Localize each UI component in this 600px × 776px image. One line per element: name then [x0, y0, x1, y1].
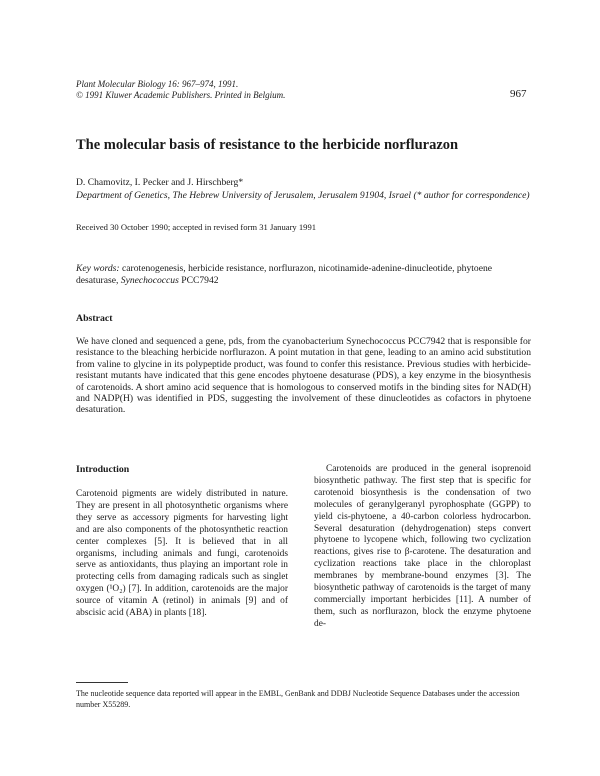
introduction-right-column: Carotenoids are produced in the general isoprenoid biosynthetic pathway. The first step that is specific for carotenoid biosynthesis is the condensation of two molecules of geranylgeranyl pyrophosphate (GGPP) to yield cis-phytoene, a 40-carbon colorless hydrocarbon. Several desaturation (dehydrogenation) steps convert phytoene to lycopene which, following two cyclization reactions, gives rise to β-carotene. The desaturation and cyclization reactions take place in the chloroplast membranes by membrane-bound enzymes [3]. The biosynthetic pathway of carotenoids is the target of many commercially important herbicides [11]. A number of them, such as norflurazon, block the enzyme phytoene de- — [314, 464, 531, 629]
keywords — [76, 263, 531, 287]
keywords-tail: PCC7942 — [178, 275, 219, 286]
keywords-text: carotenogenesis, herbicide resistance, norflurazon, nicotinamide-adenine-dinucleotide, phytoene desaturase, — [76, 263, 493, 286]
abstract-heading: Abstract — [76, 313, 113, 324]
journal-line-1: Plant Molecular Biology 16: 967–974, 1991. — [76, 79, 239, 89]
author-list: D. Chamovitz, I. Pecker and J. Hirschberg* — [76, 177, 244, 188]
abstract-text: We have cloned and sequenced a gene, pds, from the cyanobacterium Synechococcus PCC7942 that is responsible for resistance to the bleaching herbicide norflurazon. A point mutation in that gene, leading to an amino acid substitution from valine to glycine in its polypeptide product, was found to confer this resistance. Previous studies with herbicide-resistant mutants have indicated that this gene encodes phytoene desaturase (PDS), a key enzyme in the biosynthesis of carotenoids. A short amino acid sequence that is homologous to conserved motifs in the binding sites for NAD(H) and NADP(H) was identified in PDS, suggesting the involvement of these dinucleotides as cofactors in phytoene desaturation. — [76, 336, 531, 416]
footnote-divider — [76, 682, 128, 683]
introduction-heading: Introduction — [76, 464, 130, 475]
page-number: 967 — [510, 88, 527, 100]
introduction-left-column: Carotenoid pigments are widely distributed in nature. They are present in all photosynthetic organisms where they serve as accessory pigments for harvesting light and are also components of the photosynthetic reaction center complexes [5]. It is believed that in all organisms, including animals and fungi, carotenoids serve as antioxidants, thus playing an important role in protecting cells from damaging radicals such as singlet oxygen (¹O₂) [7]. In addition, carotenoids are the major source of vitamin A (retinol) in animals [9] and of abscisic acid (ABA) in plants [18]. — [76, 489, 288, 619]
keywords-species: Synechococcus — [120, 275, 179, 286]
article-title: The molecular basis of resistance to the herbicide norflurazon — [76, 137, 459, 153]
journal-citation — [76, 79, 285, 101]
journal-line-2: © 1991 Kluwer Academic Publishers. Printed in Belgium. — [76, 90, 286, 100]
footnote: The nucleotide sequence data reported will appear in the EMBL, GenBank and DDBJ Nucleotide Sequence Databases under the accession number X55289. — [76, 689, 520, 709]
keywords-label: Key words: — [76, 263, 120, 274]
affiliation: Department of Genetics, The Hebrew University of Jerusalem, Jerusalem 91904, Israel (* author for correspondence) — [76, 190, 530, 201]
received-date: Received 30 October 1990; accepted in revised form 31 January 1991 — [76, 222, 317, 232]
